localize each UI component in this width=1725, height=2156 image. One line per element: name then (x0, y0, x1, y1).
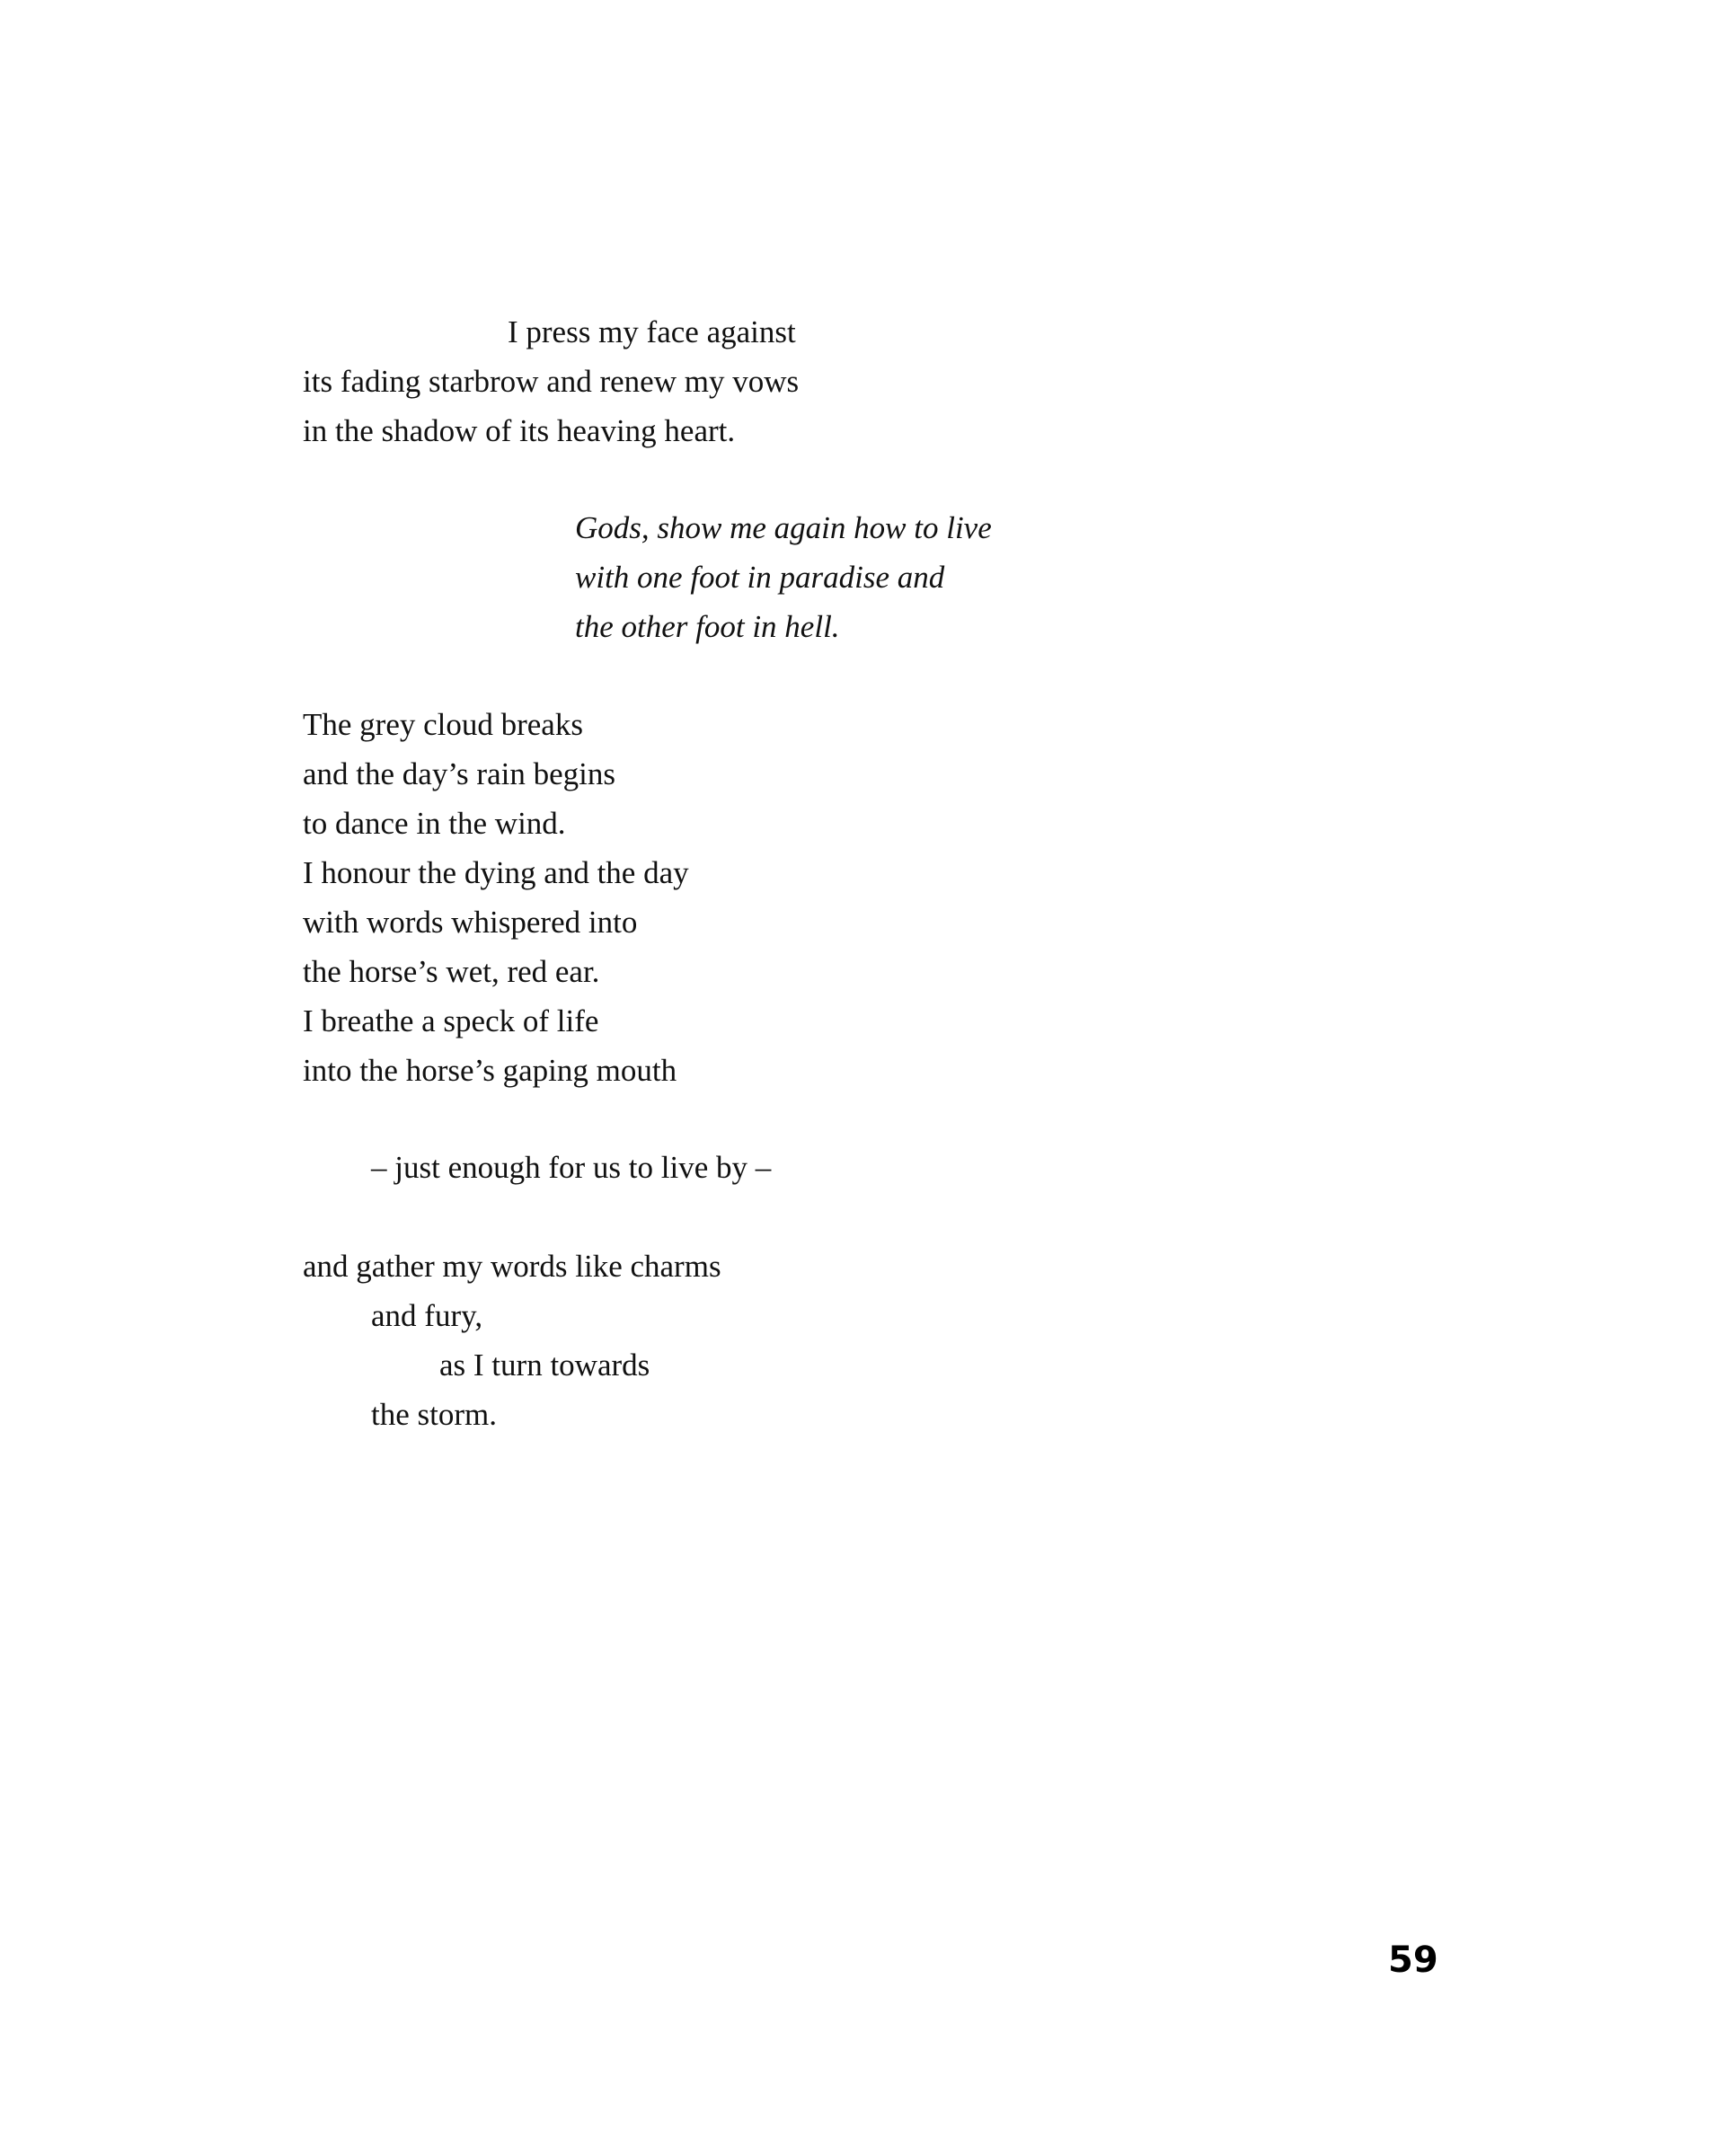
stanza1-line-1: I press my face against (508, 314, 796, 349)
stanza2-line-2: and the day’s rain begins (303, 756, 615, 791)
stanza2-line-8: into the horse’s gaping mouth (303, 1053, 677, 1088)
stanza3-line-4: the storm. (371, 1397, 497, 1432)
stanza2-line-6: the horse’s wet, red ear. (303, 954, 600, 989)
stanza2-line-3: to dance in the wind. (303, 806, 566, 841)
stanza3-line-1: and gather my words like charms (303, 1249, 721, 1284)
stanza2-line-5: with words whispered into (303, 905, 638, 940)
stanza3-line-2: and fury, (371, 1298, 483, 1333)
prayer-line-3: the other foot in hell. (575, 609, 840, 644)
page-number: 59 (1388, 1940, 1438, 1981)
stanza1-line-3: in the shadow of its heaving heart. (303, 413, 736, 448)
stanza2-line-4: I honour the dying and the day (303, 855, 689, 890)
stanza1-line-2: its fading starbrow and renew my vows (303, 364, 800, 399)
prayer-line-2: with one foot in paradise and (575, 560, 945, 595)
aside-line: – just enough for us to live by – (371, 1150, 772, 1185)
stanza3-line-3: as I turn towards (439, 1348, 650, 1383)
prayer-line-1: Gods, show me again how to live (575, 510, 992, 545)
stanza2-line-1: The grey cloud breaks (303, 707, 583, 742)
stanza2-line-7: I breathe a speck of life (303, 1003, 599, 1038)
